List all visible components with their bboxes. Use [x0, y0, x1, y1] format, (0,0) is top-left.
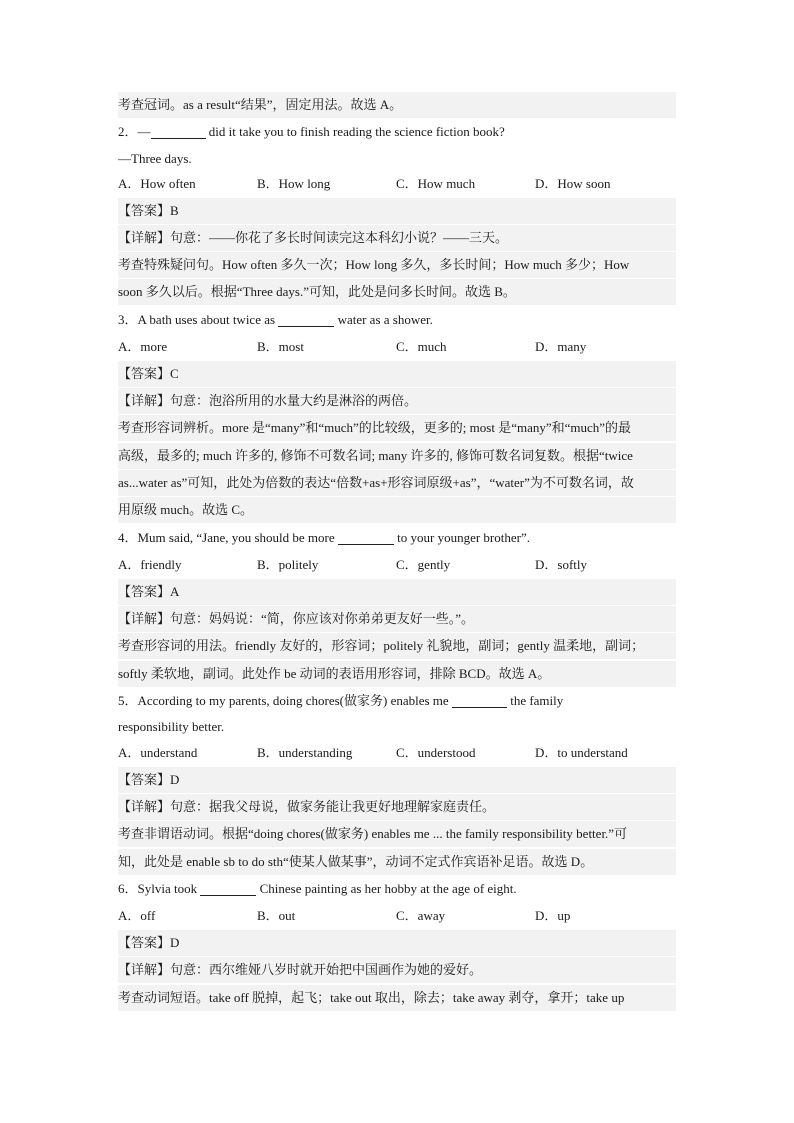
- option-c: C．much: [396, 339, 447, 354]
- question-2-stem: [118, 119, 676, 145]
- option-d: D．many: [535, 339, 587, 354]
- question-6-suffix: Chinese painting as her hobby at the age of eight.: [256, 881, 517, 896]
- option-c: C．gently: [396, 557, 451, 572]
- question-5-prefix: 5．According to my parents, doing chores(做家务) enables me: [118, 693, 452, 708]
- question-6-detail: 【详解】句意：西尔维娅八岁时就开始把中国画作为她的爱好。: [118, 957, 676, 983]
- option-b: B．most: [257, 339, 304, 354]
- question-2-explanation-1: 考查特殊疑问句。How often 多久一次；How long 多久，多长时间；How much 多少；How: [118, 252, 676, 278]
- question-3-stem: [118, 307, 676, 333]
- option-a: A．understand: [118, 745, 198, 760]
- question-2-reply: —Three days.: [118, 151, 192, 166]
- prev-explanation-line: 考查冠词。as a result“结果”，固定用法。故选 A。: [118, 92, 676, 118]
- question-4-detail: 【详解】句意：妈妈说：“简，你应该对你弟弟更友好一些。”。: [118, 606, 676, 632]
- question-4-options: [118, 552, 676, 578]
- question-6-answer: 【答案】D: [118, 930, 676, 956]
- question-4-stem: [118, 525, 676, 551]
- question-2-prefix: 2．—: [118, 124, 151, 139]
- question-2-explanation-2: soon 多久以后。根据“Three days.”可知，此处是问多长时间。故选 B。: [118, 279, 676, 305]
- answer-blank: [278, 312, 334, 327]
- option-b: B．understanding: [257, 745, 353, 760]
- question-4-explanation-2: softly 柔软地，副词。此处作 be 动词的表语用形容词，排除 BCD。故选 A。: [118, 661, 676, 687]
- answer-blank: [338, 530, 394, 545]
- option-d: D．up: [535, 908, 571, 923]
- question-3-prefix: 3．A bath uses about twice as: [118, 312, 279, 327]
- question-3-answer: 【答案】C: [118, 361, 676, 387]
- option-a: A．more: [118, 339, 168, 354]
- question-5-suffix: the family: [506, 693, 564, 708]
- option-a: A．friendly: [118, 557, 182, 572]
- question-2-suffix: did it take you to finish reading the science fiction book?: [205, 124, 505, 139]
- question-5-explanation-2: 知，此处是 enable sb to do sth“使某人做某事”，动词不定式作宾语补足语。故选 D。: [118, 849, 676, 875]
- option-b: B．politely: [257, 557, 319, 572]
- option-d: D．to understand: [535, 745, 628, 760]
- answer-blank: [151, 124, 206, 139]
- question-3-explanation-1: 考查形容词辨析。more 是“many”和“much”的比较级，更多的; most 是“many”和“much”的最: [118, 415, 676, 441]
- question-6-explanation-1: 考查动词短语。take off 脱掉，起飞；take out 取出，除去；take away 剥夺，拿开；take up: [118, 985, 676, 1011]
- option-a: A．How often: [118, 176, 196, 191]
- option-d: D．How soon: [535, 176, 611, 191]
- question-3-explanation-4: 用原级 much。故选 C。: [118, 497, 676, 523]
- question-6-options: [118, 903, 676, 929]
- answer-blank: [200, 881, 256, 896]
- question-4-answer: 【答案】A: [118, 579, 676, 605]
- question-5-answer: 【答案】D: [118, 767, 676, 793]
- question-4-prefix: 4．Mum said, “Jane, you should be more: [118, 530, 338, 545]
- question-3-options: [118, 334, 676, 360]
- option-d: D．softly: [535, 557, 588, 572]
- question-2-options: [118, 171, 676, 197]
- question-3-suffix: water as a shower.: [334, 312, 433, 327]
- option-c: C．understood: [396, 745, 476, 760]
- question-5-options: [118, 740, 676, 766]
- question-2-detail: 【详解】句意：——你花了多长时间读完这本科幻小说？——三天。: [118, 225, 676, 251]
- question-3-explanation-3: as...water as”可知，此处为倍数的表达“倍数+as+形容词原级+as”，“water”为不可数名词，故: [118, 470, 676, 496]
- option-b: B．How long: [257, 176, 331, 191]
- question-5-stem-continued: responsibility better.: [118, 719, 225, 734]
- question-4-explanation-1: 考查形容词的用法。friendly 友好的，形容词；politely 礼貌地，副词；gently 温柔地，副词；: [118, 633, 676, 659]
- question-5-detail: 【详解】句意：据我父母说，做家务能让我更好地理解家庭责任。: [118, 794, 676, 820]
- option-b: B．out: [257, 908, 296, 923]
- option-c: C．How much: [396, 176, 476, 191]
- question-5-stem: [118, 688, 676, 714]
- question-3-explanation-2: 高级，最多的; much 许多的, 修饰不可数名词; many 许多的, 修饰可数名词复数。根据“twice: [118, 443, 676, 469]
- question-2-answer: 【答案】B: [118, 198, 676, 224]
- option-a: A．off: [118, 908, 156, 923]
- option-c: C．away: [396, 908, 446, 923]
- question-5-explanation-1: 考查非谓语动词。根据“doing chores(做家务) enables me ... the family responsibility better.”可: [118, 821, 676, 847]
- question-3-detail: 【详解】句意：泡浴所用的水量大约是淋浴的两倍。: [118, 388, 676, 414]
- question-4-suffix: to your younger brother”.: [393, 530, 530, 545]
- question-6-prefix: 6．Sylvia took: [118, 881, 201, 896]
- answer-blank: [452, 693, 507, 708]
- question-6-stem: [118, 876, 676, 902]
